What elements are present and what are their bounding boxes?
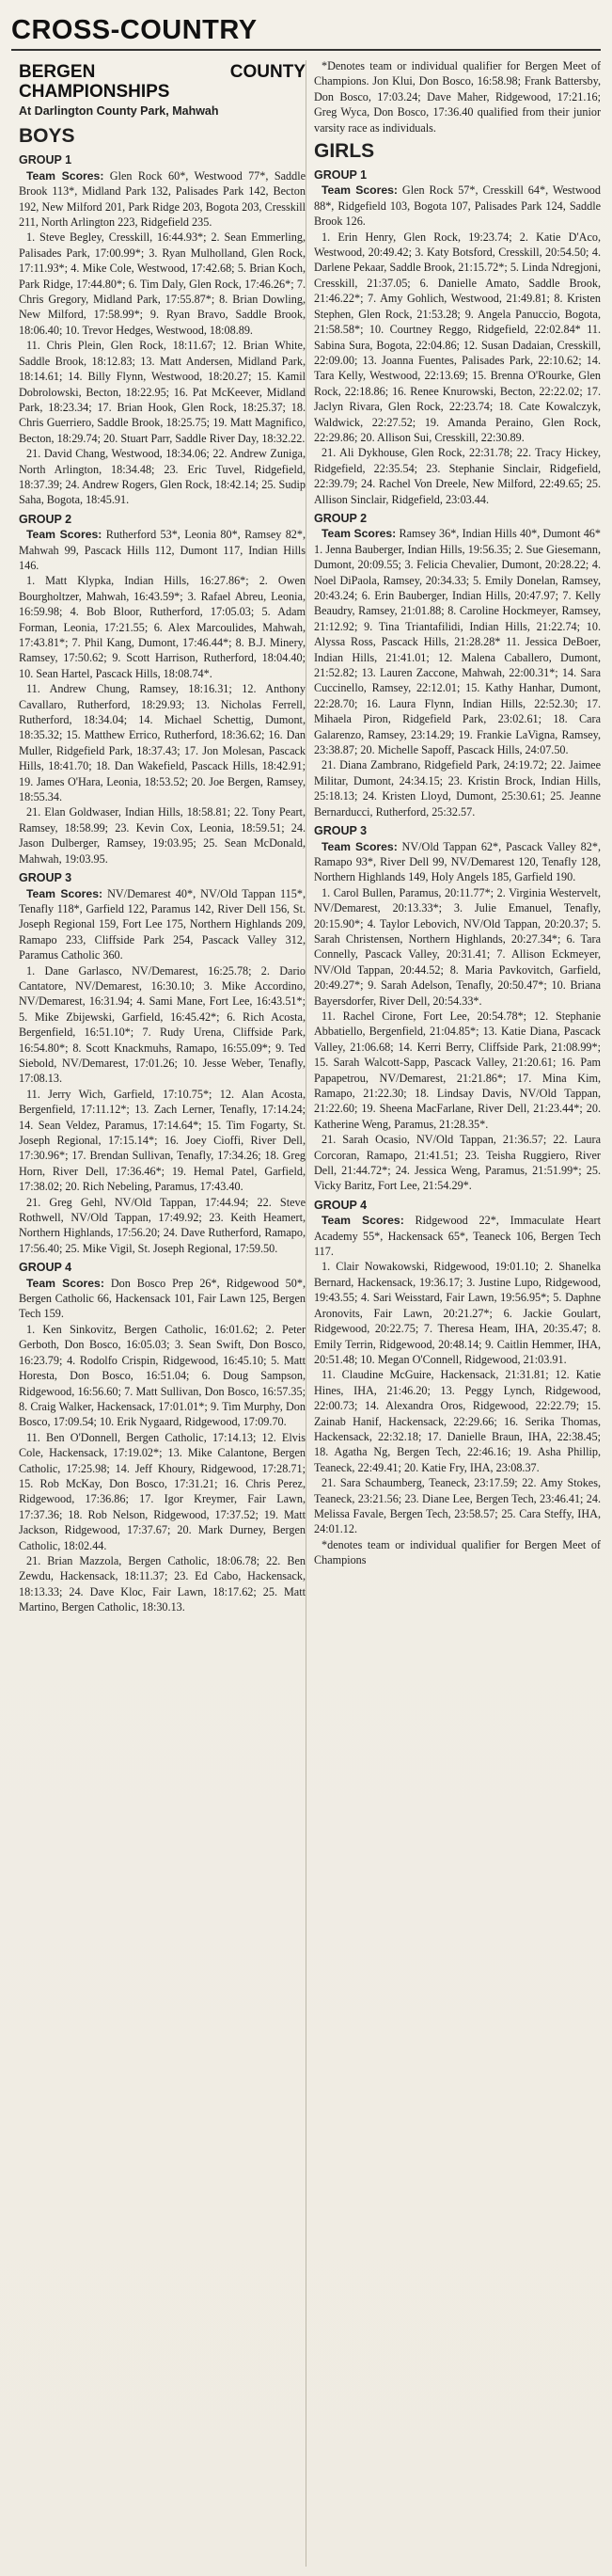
boys-group-1-results-1-10: 1. Steve Begley, Cresskill, 16:44.93*; 2. Sean Emmerling, Palisades Park, 17:00.99*; 3. Ryan Mulholland, Glen Rock, 17:11.93*; 4. Mike Cole, Westwood, 17:42.68; 5. Brian Koch, Park Ridge, 17:44.80*; 6. Tim Daly, Glen Rock, 17:46.26*; 7. Chris Gregory, Midland Park, 17:55.87*; 8. Brian Dowling, New Milford, 17:58.99*; 9. Ryan Bravo, Saddle Brook, 18:06.40; 10. Trevor Hedges, Westwood, 18:08.89. (19, 231, 306, 337)
team-scores-label: Team Scores: (26, 168, 104, 183)
boys-group-3-results-21-25: 21. Greg Gehl, NV/Old Tappan, 17:44.94; 22. Steve Rothwell, NV/Old Tappan, 17:49.92; 23. Keith Heamert, Northern Highlands, 17:56.20; 24. Dave Rutherford, Ramapo, 17:56.40; 25. Mike Vigil, St. Joseph Regional, 17:59.50. (19, 1195, 306, 1255)
boys-qualifier-note: *Denotes team or individual qualifier for Bergen Meet of Champions. Jon Klui, Don Bosco, 16:58.98; Frank Battersby, Don Bosco, 17:03.24; Dave Maher, Ridgewood, 17:21.16; Greg Wyca, Don Bosco, 17:36.40 qualified from their junior varsity race as individuals. (314, 59, 601, 135)
team-scores-text: Glen Rock 57*, Cresskill 64*, Westwood 88*, Ridgefield 103, Bogota 107, Palisades Park 124, Saddle Brook 126. (314, 183, 601, 229)
boys-group-3-heading: GROUP 3 (19, 871, 72, 885)
boys-group-4-heading: GROUP 4 (19, 1261, 72, 1275)
girls-qualifier-note: *denotes team or individual qualifier for Bergen Meet of Champions (314, 1537, 601, 1567)
girls-group-3-results-21-25: 21. Sarah Ocasio, NV/Old Tappan, 21:36.57; 22. Laura Corcoran, Ramapo, 21:41.51; 23. Teisha Ruggiero, River Dell, 21:44.72*; 24. Jessica Weng, Paramus, 21:51.99*; 25. Vicky Baritz, Fort Lee, 21:54.29*. (314, 1133, 601, 1193)
girls-group-3-heading: GROUP 3 (314, 824, 368, 838)
boys-group-4-results-1-10: 1. Ken Sinkovitz, Bergen Catholic, 16:01.62; 2. Peter Gerboth, Don Bosco, 16:05.03; 3. Sean Swift, Don Bosco, 16:23.79; 4. Rodolfo Crispin, Ridgewood, 16:45.10; 5. Matt Horesta, Don Bosco, 16:51.04; 6. Doug Sampson, Ridgewood, 16:56.60; 7. Matt Sullivan, Don Bosco, 16:57.35; 8. Craig Walker, Hackensack, 17:01.01*; 9. Tim Murphy, Don Bosco, 17:09.54; 10. Erik Nygaard, Ridgewood, 17:09.70. (19, 1322, 306, 1429)
girls-group-3-results-1-10: 1. Carol Bullen, Paramus, 20:11.77*; 2. Virginia Westervelt, NV/Demarest, 20:13.33*; 3. Julie Emanuel, Tenafly, 20:15.90*; 4. Taylor Lebovich, NV/Old Tappan, 20:20.37; 5. Sarah Christensen, Northern Highlands, 20:27.34*; 6. Tara Connelly, Pascack Valley, 20:31.41; 7. Allison Eckmeyer, NV/Old Tappan, 20:44.52; 8. Maria Pavkovitch, Garfield, 20:49.27*; 9. Sarah Adelson, Tenafly, 20:50.47*; 10. Briana Bayersdorfer, River Dell, 20:54.33*. (314, 885, 601, 1008)
boys-group-1-heading: GROUP 1 (19, 153, 72, 167)
section-title: CROSS-COUNTRY (11, 15, 258, 45)
boys-group-4-team-scores (19, 1276, 306, 1322)
team-scores-text: Don Bosco Prep 26*, Ridgewood 50*, Bergen Catholic 66, Hackensack 101, Fair Lawn 125, Bergen Tech 159. (19, 1276, 306, 1321)
team-scores-text: NV/Old Tappan 62*, Pascack Valley 82*, Ramapo 93*, River Dell 99, NV/Demarest 120, Tenafly 128, Northern Highlands 149, Holy Angels 185, Garfield 190. (314, 839, 601, 884)
girls-group-4-results-21-25: 21. Sara Schaumberg, Teaneck, 23:17.59; 22. Amy Stokes, Teaneck, 23:21.56; 23. Diane Lee, Bergen Tech, 23:46.41; 24. Melissa Favale, Bergen Tech, 23:58.57; 25. Cara Steffy, IHA, 24:01.12. (314, 1476, 601, 1536)
girls-heading: GIRLS (314, 140, 375, 163)
girls-group-2-results-21-25: 21. Diana Zambrano, Ridgefield Park, 24:19.72; 22. Jaimee Militar, Dumont, 24:34.15; 23. Kristin Brock, Indian Hills, 25:18.13; 24. Kristen Lloyd, Dumont, 25:30.61; 25. Jeanne Bernarducci, Rutherford, 25:32.57. (314, 758, 601, 819)
team-scores-label: Team Scores: (322, 527, 397, 541)
team-scores-label: Team Scores: (26, 528, 102, 542)
boys-group-1-team-scores (19, 168, 306, 231)
boys-group-2-heading: GROUP 2 (19, 512, 72, 526)
meet-location: At Darlington County Park, Mahwah (19, 104, 219, 118)
boys-group-3-results-1-10: 1. Dane Garlasco, NV/Demarest, 16:25.78; 2. Dario Cantatore, NV/Demarest, 16:30.10; 3. Mike Accordino, NV/Demarest, 16:31.94; 4. Sami Mane, Fort Lee, 16:43.51*; 5. Mike Zbijewski, Garfield, 16:45.42*; 6. Rich Acosta, Bergenfield, 16:51.10*; 7. Rudy Urena, Cliffside Park, 16:54.80*; 8. Scott Knackmuhs, Ramapo, 16:55.09*; 9. Ted Siebold, NV/Demarest, 17:01.26; 10. Jesse Weber, Tenafly, 17:08.13. (19, 963, 306, 1086)
boys-group-3-team-scores (19, 886, 306, 963)
girls-group-4-heading: GROUP 4 (314, 1198, 368, 1212)
girls-group-1-team-scores (314, 183, 601, 229)
section-header (11, 13, 601, 51)
right-column (314, 58, 601, 2567)
team-scores-label: Team Scores: (322, 839, 398, 853)
girls-group-3-results-11-20: 11. Rachel Cirone, Fort Lee, 20:54.78*; 12. Stephanie Abbatiello, Bergenfield, 21:04.85*; 13. Katie Diana, Pascack Valley, 21:06.68; 14. Kerri Berry, Cliffside Park, 21:08.99*; 15. Sarah Walcott-Sapp, Pascack Valley, 21:20.61; 16. Pam Papapetrou, NV/Demarest, 21:21.86*; 17. Mina Kim, Ramapo, 21:22.30; 18. Lindsay Davis, NV/Old Tappan, 21:22.60; 19. Sheena MacFarlane, River Dell, 21:23.44*; 20. Katherine Weng, Paramus, 21:28.35*. (314, 1009, 601, 1131)
team-scores-text: Ridgewood 22*, Immaculate Heart Academy 55*, Hackensack 65*, Teaneck 106, Bergen Tech 117. (314, 1214, 601, 1259)
boys-group-2-results-11-20: 11. Andrew Chung, Ramsey, 18:16.31; 12. Anthony Cavallaro, Rutherford, 18:29.93; 13. Nicholas Ferrell, Rutherford, 18:34.04; 14. Michael Schettig, Dumont, 18:35.32; 15. Matthew Errico, Rutherford, 18:36.62; 16. Dan Muller, Ridgefield Park, 18:37.43; 17. Jon Molesan, Pascack Hills, 18:41.70; 18. Dan Wakefield, Pascack Hills, 18:42.91; 19. James O'Hara, Leonia, 18:53.52; 20. Joe Bergen, Ramsey, 18:55.34. (19, 682, 306, 804)
meet-title: BERGEN COUNTY CHAMPIONSHIPS (19, 62, 306, 102)
team-scores-label: Team Scores: (322, 1214, 404, 1228)
girls-group-1-heading: GROUP 1 (314, 168, 368, 183)
team-scores-text: Ramsey 36*, Indian Hills 40*, Dumont 46* 1. Jenna Bauberger, Indian Hills, 19:56.35; 2. Sue Giesemann, Dumont, 20:09.55; 3. Felicia Chevalier, Dumont, 20:28.22; 4. Noel DiPaola, Ramsey, 20:34.33; 5. Emily Donelan, Ramsey, 20:43.24; 6. Erin Bauberger, Indian Hills, 20:47.97; 7. Kelly Beaudry, Ramsey, 21:01.88; 8. Caroline Hockmeyer, Ramsey, 21:12.92; 9. Tina Triantafilidi, Indian Hills, 21:22.74; 10. Alyssa Ross, Pascack Hills, 21:28.28* 11. Jessica DeBoer, Indian Hills, 21:41.01; 12. Malena Caballero, Dumont, 21:52.82; 13. Lauren Zaccone, Mahwah, 22:00.31*; 14. Sara Cuccinello, Ramsey, 22:12.01; 15. Kathy Hanhar, Dumont, 22:28.70; 16. Laura Flynn, Indian Hills, 22:52.30; 17. Mihaela Piron, Ridgefield Park, 23:02.61; 18. Cara Galarenzo, Ramsey, 23:14.29; 19. Frankie LaVigna, Ramsey, 23:38.87; 20. Michelle Sapoff, Pascack Hills, 24:07.50. (314, 527, 601, 757)
team-scores-text: Glen Rock 60*, Westwood 77*, Saddle Brook 113*, Midland Park 132, Palisades Park 142, Becton 192, New Milford 201, Park Ridge 203, Bogota 203, Cresskill 211, North Arlington 223, Ridgefield 235. (19, 168, 306, 230)
team-scores-text: Rutherford 53*, Leonia 80*, Ramsey 82*, Mahwah 99, Pascack Hills 112, Dumont 117, Indian Hills 146. (19, 528, 306, 572)
girls-group-2-heading: GROUP 2 (314, 511, 368, 525)
boys-group-1-results-21-25: 21. David Chang, Westwood, 18:34.06; 22. Andrew Zuniga, North Arlington, 18:34.48; 23. Eric Tuvel, Ridgefield, 18:37.39; 24. Andrew Rogers, Glen Rock, 18:42.14; 25. Sudip Saha, Bogota, 18:45.91. (19, 447, 306, 507)
team-scores-label: Team Scores: (322, 183, 398, 198)
boys-group-3-results-11-20: 11. Jerry Wich, Garfield, 17:10.75*; 12. Alan Acosta, Bergenfield, 17:11.12*; 13. Zach Lerner, Tenafly, 17:14.24; 14. Sean Veldez, Paramus, 17:14.64*; 15. Tim Fogarty, St. Joseph Regional, 17:15.14*; 16. Joey Cioffi, River Dell, 17:30.96*; 17. Brendan Sullivan, Tenafly, 17:34.26; 18. Greg Horn, River Dell, 17:36.46*; 19. Hemal Patel, Garfield, 17:38.02; 20. Rich Nebeling, Paramus, 17:43.40. (19, 1087, 306, 1194)
boys-group-2-results-21-25: 21. Elan Goldwaser, Indian Hills, 18:58.81; 22. Tony Peart, Ramsey, 18:58.99; 23. Kevin Cox, Leonia, 18:59.51; 24. Jason Dulberger, Ramsey, 19:03.95; 25. Sean McDonald, Mahwah, 19:03.95. (19, 805, 306, 866)
girls-group-4-team-scores (314, 1213, 601, 1259)
girls-group-2-team-scores (314, 526, 601, 757)
boys-group-4-results-21-25: 21. Brian Mazzola, Bergen Catholic, 18:06.78; 22. Ben Zewdu, Hackensack, 18:11.37; 23. Ed Cabo, Hackensack, 18:13.33; 24. Dave Kloc, Fair Lawn, 18:17.62; 25. Matt Martino, Bergen Catholic, 18:30.13. (19, 1553, 306, 1614)
girls-group-4-results-1-10: 1. Clair Nowakowski, Ridgewood, 19:01.10; 2. Shanelka Bernard, Hackensack, 19:36.17; 3. Justine Lupo, Ridgewood, 19:43.55; 4. Sari Weisstard, Fair Lawn, 19:56.95*; 5. Daphne Aronovits, Fair Lawn, 20:21.27*; 6. Jackie Goulart, Ridgewood, 20:22.75; 7. Theresa Heam, IHA, 20:35.47; 8. Emily Terrin, Ridgewood, 20:48.14; 9. Caitlin Hemmer, IHA, 20:51.48; 10. Megan O'Connell, Ridgewood, 21:03.91. (314, 1260, 601, 1366)
team-scores-label: Team Scores: (26, 1276, 104, 1290)
girls-group-4-results-11-20: 11. Claudine McGuire, Hackensack, 21:31.81; 12. Katie Hines, IHA, 21:46.20; 13. Peggy Lynch, Ridgewood, 22:00.73; 14. Alexandra Oros, Ridgewood, 22:22.79; 15. Zainab Hanif, Hackensack, 22:29.66; 16. Serika Thomas, Hackensack, 22:32.18; 17. Danielle Braun, IHA, 22:38.45; 18. Agatha Ng, Bergen Tech, 22:46.16; 19. Asha Phillip, Teaneck, 22:49.41; 20. Katie Fry, IHA, 23:08.37. (314, 1368, 601, 1474)
boys-group-2-results-1-10: 1. Matt Klypka, Indian Hills, 16:27.86*; 2. Owen Bourgholtzer, Mahwah, 16:43.59*; 3. Rafael Abreu, Leonia, 16:59.98; 4. Bob Bloor, Rutherford, 17:05.03; 5. Adam Forman, Leonia, 17:21.55; 6. Alex Marcoulides, Mahwah, 17:43.81*; 7. Phil Kang, Dumont, 17:46.44*; 8. B.J. Minery, Ramsey, 17:50.62; 9. Scott Harrison, Rutherford, 18:04.40; 10. Sean Hartel, Pascack Hills, 18:08.74*. (19, 574, 306, 680)
team-scores-label: Team Scores: (26, 886, 103, 900)
boys-group-1-results-11-20: 11. Chris Plein, Glen Rock, 18:11.67; 12. Brian White, Saddle Brook, 18:12.83; 13. Matt Andersen, Midland Park, 18:14.61; 14. Billy Flynn, Westwood, 18:20.27; 15. Kamil Dobrolowski, Becton, 18:22.95; 16. Pat McKeever, Midland Park, 18:23.34; 17. Brian Hook, Glen Rock, 18:25.37; 18. Chris Guerriero, Saddle Brook, 18:25.75; 19. Matt Magnifico, Becton, 18:29.74; 20. Stuart Parr, Saddle River Day, 18:32.22. (19, 339, 306, 445)
girls-group-3-team-scores (314, 839, 601, 885)
team-scores-text: NV/Demarest 40*, NV/Old Tappan 115*, Tenafly 118*, Garfield 122, Paramus 142, River Dell 156, St. Joseph Regional 159, Fort Lee 175, Northern Highlands 209, Ramapo 233, Cliffside Park 254, Pascack Valley 312, Paramus Catholic 360. (19, 886, 306, 962)
boys-group-2-team-scores (19, 527, 306, 573)
girls-group-1-results-1-20: 1. Erin Henry, Glen Rock, 19:23.74; 2. Katie D'Aco, Westwood, 20:49.42; 3. Katy Botsford, Cresskill, 20:54.50; 4. Darlene Pekaar, Saddle Brook, 21:15.72*; 5. Linda Ndregjoni, Cresskill, 21:37.05; 6. Danielle Amato, Saddle Brook, 21:46.22*; 7. Amy Gohlich, Westwood, 21:49.81; 8. Kristen Stephen, Glen Rock, 21:53.28; 9. Angela Panuccio, Bogota, 21:58.58*; 10. Courtney Reggo, Ridgefield, 22:02.84* 11. Sabina Sura, Bogota, 22:04.86; 12. Susan Dadaian, Cresskill, 22:09.00; 13. Joanna Fuentes, Palisades Park, 22:10.62; 14. Tara Kelly, Westwood, 22:13.69; 15. Brenna O'Rourke, Glen Rock, 22:18.86; 16. Renee Knurowski, Becton, 22:22.02; 17. Jaclyn Rivara, Glen Rock, 22:23.74; 18. Cate Kowalczyk, Waldwick, 22:27.52; 19. Amanda Peraino, Glen Rock, 22:29.86; 20. Allison Sui, Cresskill, 22:30.89. (314, 230, 601, 444)
boys-group-4-results-11-20: 11. Ben O'Donnell, Bergen Catholic, 17:14.13; 12. Elvis Cole, Hackensack, 17:19.02*; 13. Mike Calantone, Bergen Catholic, 17:25.98; 14. Jeff Khoury, Ridgewood, 17:28.71; 15. Rob McKay, Don Bosco, 17:31.21; 16. Chris Perez, Ridgewood, 17:36.86; 17. Igor Kreymer, Fair Lawn, 17:37.36; 18. Rob Nelson, Ridgewood, 17:37.52; 19. Matt Jackson, Ridgewood, 17:37.67; 20. Mark Durney, Bergen Catholic, 18:02.44. (19, 1430, 306, 1552)
left-column (19, 58, 306, 2567)
girls-group-1-results-21-25: 21. Ali Dykhouse, Glen Rock, 22:31.78; 22. Tracy Hickey, Ridgefield, 22:35.54; 23. Stephanie Sinclair, Ridgefield, 22:39.79; 24. Rachel Von Dreele, New Milford, 22:49.65; 25. Allison Sinclair, Ridgefield, 23:03.44. (314, 446, 601, 506)
boys-heading: BOYS (19, 125, 75, 148)
